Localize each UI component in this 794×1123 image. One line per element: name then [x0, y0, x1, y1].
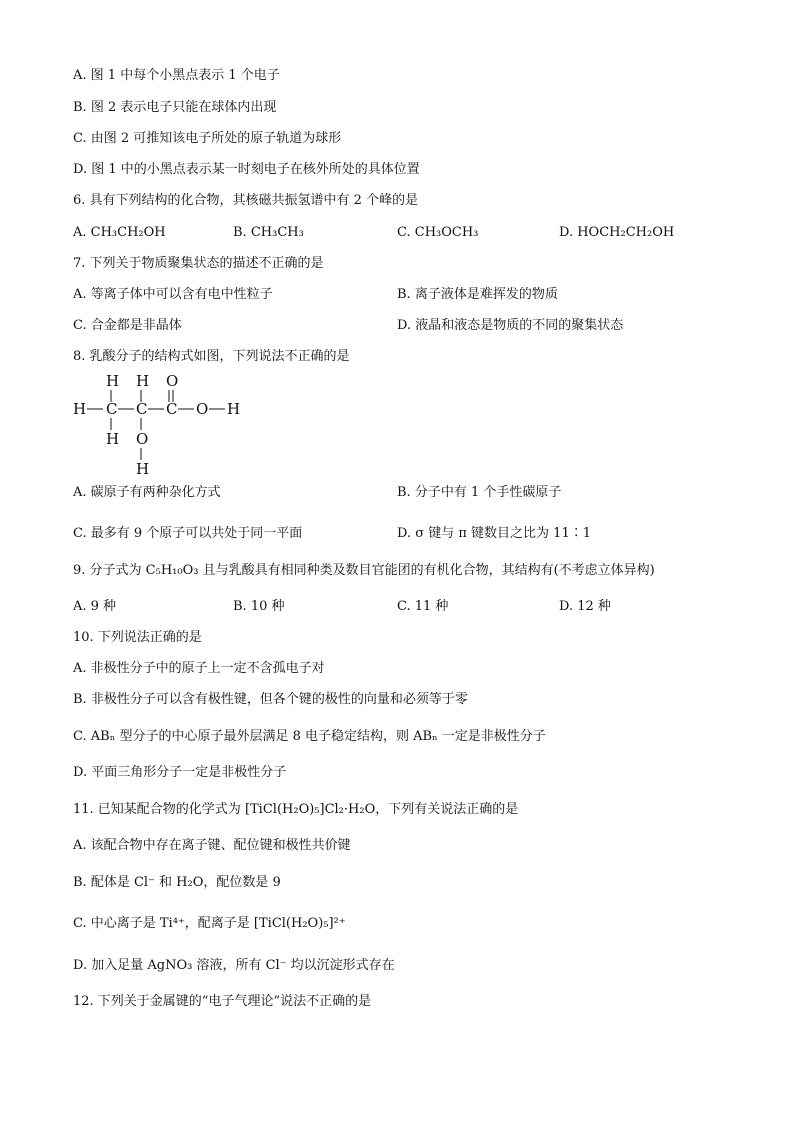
q5-option-a: A. 图 1 中每个小黑点表示 1 个电子: [73, 68, 280, 83]
q11-option-c: C. 中心离子是 Ti⁴⁺，配离子是 [TiCl(H₂O)₅]²⁺: [73, 916, 346, 931]
q11-stem: 11. 已知某配合物的化学式为 [TiCl(H₂O)₅]Cl₂·H₂O，下列有关说法正确的是: [73, 802, 519, 817]
atom-h: H: [136, 460, 150, 478]
atom-c: C: [136, 400, 148, 418]
q10-option-c: C. ABₙ 型分子的中心原子最外层满足 8 电子稳定结构，则 ABₙ 一定是非极性分子: [73, 729, 546, 744]
atom-h: H: [106, 372, 120, 390]
q6-stem: 6. 具有下列结构的化合物，其核磁共振氢谱中有 2 个峰的是: [73, 193, 419, 208]
atom-h: H: [227, 400, 241, 418]
q9-option-b: B. 10 种: [233, 599, 285, 614]
q11-option-d: D. 加入足量 AgNO₃ 溶液，所有 Cl⁻ 均以沉淀形式存在: [73, 958, 395, 973]
q10-option-d: D. 平面三角形分子一定是非极性分子: [73, 765, 287, 780]
q6-option-c: C. CH₃OCH₃: [397, 225, 479, 240]
q7-option-d: D. 液晶和液态是物质的不同的聚集状态: [397, 318, 624, 333]
q5-option-c: C. 由图 2 可推知该电子所处的原子轨道为球形: [73, 131, 342, 146]
q6-option-d: D. HOCH₂CH₂OH: [559, 225, 675, 240]
q11-option-b: B. 配体是 Cl⁻ 和 H₂O，配位数是 9: [73, 875, 281, 890]
q5-option-d: D. 图 1 中的小黑点表示某一时刻电子在核外所处的具体位置: [73, 162, 420, 177]
atom-c: C: [166, 400, 178, 418]
q9-option-c: C. 11 种: [397, 599, 449, 614]
q8-option-a: A. 碳原子有两种杂化方式: [73, 485, 221, 500]
atom-o: O: [196, 400, 209, 418]
q7-option-b: B. 离子液体是难挥发的物质: [397, 287, 558, 302]
q6-option-b: B. CH₃CH₃: [233, 225, 304, 240]
atom-h: H: [106, 430, 120, 448]
q7-option-a: A. 等离子体中可以含有电中性粒子: [73, 287, 273, 302]
atom-o: O: [166, 372, 179, 390]
atom-h: H: [136, 372, 150, 390]
atom-c: C: [106, 400, 118, 418]
q9-option-d: D. 12 种: [559, 599, 611, 614]
atom-h: H: [73, 400, 87, 418]
q10-option-b: B. 非极性分子可以含有极性键，但各个键的极性的向量和必须等于零: [73, 692, 468, 707]
q12-stem: 12. 下列关于金属键的“电子气理论”说法不正确的是: [73, 994, 372, 1009]
q7-option-c: C. 合金都是非晶体: [73, 318, 182, 333]
q9-stem: 9. 分子式为 C₅H₁₀O₃ 且与乳酸具有相同种类及数目官能团的有机化合物，其结构有(不考虑立体异构): [73, 563, 655, 578]
q9-option-a: A. 9 种: [73, 599, 117, 614]
q5-option-b: B. 图 2 表示电子只能在球体内出现: [73, 100, 277, 115]
q8-option-c: C. 最多有 9 个原子可以共处于同一平面: [73, 526, 303, 541]
q8-option-d: D. σ 键与 π 键数目之比为 11∶1: [397, 526, 591, 541]
atom-o: O: [136, 430, 149, 448]
q10-stem: 10. 下列说法正确的是: [73, 630, 202, 645]
q8-option-b: B. 分子中有 1 个手性碳原子: [397, 485, 562, 500]
q8-stem: 8. 乳酸分子的结构式如图，下列说法不正确的是: [73, 349, 350, 364]
lactic-acid-structure: [68, 370, 258, 480]
q10-option-a: A. 非极性分子中的原子上一定不含孤电子对: [73, 661, 325, 676]
q11-option-a: A. 该配合物中存在离子键、配位键和极性共价键: [73, 838, 351, 853]
q6-option-a: A. CH₃CH₂OH: [73, 225, 166, 240]
q7-stem: 7. 下列关于物质聚集状态的描述不正确的是: [73, 256, 324, 271]
